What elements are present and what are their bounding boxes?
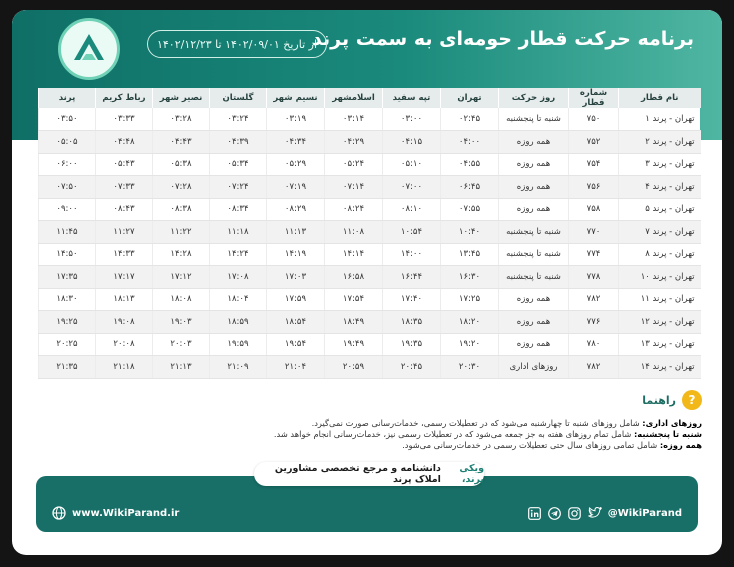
table-cell: همه روزه (499, 198, 569, 221)
column-header: شماره قطار (569, 88, 619, 108)
table-cell: ۱۶:۴۴ (383, 266, 441, 289)
table-cell: ۱۷:۱۲ (153, 266, 210, 289)
page-title: برنامه حرکت قطار حومه‌ای به سمت پرند (312, 28, 694, 50)
column-header: گلستان (210, 88, 267, 108)
footer-bar (36, 463, 698, 532)
table-cell: ۱۸:۰۸ (153, 288, 210, 311)
table-cell: تهران - پرند ۳ (619, 153, 701, 176)
table-cell: ۰۷:۰۰ (383, 176, 441, 199)
schedule-table-wrap (38, 88, 700, 378)
table-cell: ۰۴:۳۴ (267, 131, 325, 154)
table-cell: ۷۷۴ (569, 243, 619, 266)
table-row (39, 176, 701, 199)
guide-text (42, 418, 702, 451)
table-cell: ۱۴:۲۴ (210, 243, 267, 266)
table-cell: ۱۷:۰۳ (267, 266, 325, 289)
question-icon: ? (682, 390, 702, 410)
table-cell: تهران - پرند ۱۰ (619, 266, 701, 289)
guide-term: روزهای اداری: (642, 418, 702, 428)
date-range: از تاریخ ۱۴۰۲/۰۹/۰۱ تا ۱۴۰۲/۱۲/۲۳ (147, 30, 327, 58)
table-cell: همه روزه (499, 153, 569, 176)
table-cell: ۲۱:۰۹ (210, 356, 267, 379)
table-cell: ۲۱:۰۴ (267, 356, 325, 379)
table-cell: ۱۴:۵۰ (39, 243, 96, 266)
table-cell: همه روزه (499, 288, 569, 311)
table-cell: شنبه تا پنجشنبه (499, 221, 569, 244)
table-cell: ۰۷:۲۸ (153, 176, 210, 199)
guide-desc: شامل روزهای شنبه تا چهارشنبه می‌شود که در تعطیلات رسمی، خدمات‌رسانی صورت نمی‌گیرد. (311, 418, 643, 428)
table-row (39, 221, 701, 244)
tagline-accent: ویکی پرند، (459, 463, 484, 485)
column-header: نام قطار (619, 88, 701, 108)
table-cell: ۷۵۲ (569, 131, 619, 154)
table-row (39, 333, 701, 356)
column-header: روز حرکت (499, 88, 569, 108)
table-cell: ۱۸:۳۰ (39, 288, 96, 311)
table-row (39, 266, 701, 289)
social-links (528, 506, 682, 520)
schedule-table (38, 88, 701, 379)
table-cell: ۱۷:۱۷ (96, 266, 153, 289)
table-cell: تهران - پرند ۸ (619, 243, 701, 266)
guide-title: راهنما (642, 393, 676, 407)
table-cell: ۷۵۸ (569, 198, 619, 221)
table-cell: ۱۷:۲۵ (441, 288, 499, 311)
table-row (39, 108, 701, 131)
table-cell: ۱۹:۳۵ (383, 333, 441, 356)
table-row (39, 288, 701, 311)
guide-header (42, 390, 702, 410)
logo-mark-icon (70, 30, 108, 68)
social-handle: @WikiParand (607, 507, 682, 519)
table-cell: ۱۳:۴۵ (441, 243, 499, 266)
table-cell: ۱۹:۵۹ (210, 333, 267, 356)
column-header: رباط کریم (96, 88, 153, 108)
table-cell: ۱۸:۵۹ (210, 311, 267, 334)
table-cell: تهران - پرند ۲ (619, 131, 701, 154)
table-cell: ۲۰:۵۹ (325, 356, 383, 379)
table-cell: ۱۷:۰۸ (210, 266, 267, 289)
table-cell: ۱۷:۳۵ (39, 266, 96, 289)
globe-icon (52, 506, 66, 520)
table-cell: ۰۷:۱۴ (325, 176, 383, 199)
table-cell: شنبه تا پنجشنبه (499, 266, 569, 289)
table-cell: ۰۵:۳۸ (153, 153, 210, 176)
tagline (254, 462, 484, 486)
table-cell: ۱۹:۵۴ (267, 333, 325, 356)
table-cell: ۱۱:۰۸ (325, 221, 383, 244)
table-cell: ۷۸۲ (569, 356, 619, 379)
guide-item (42, 429, 702, 440)
table-cell: ۰۴:۱۵ (383, 131, 441, 154)
table-cell: ۱۹:۰۸ (96, 311, 153, 334)
table-cell: ۷۷۸ (569, 266, 619, 289)
table-cell: ۰۵:۰۵ (39, 131, 96, 154)
twitter-icon[interactable] (588, 506, 602, 520)
table-cell: تهران - پرند ۵ (619, 198, 701, 221)
table-cell: همه روزه (499, 311, 569, 334)
table-cell: ۱۴:۱۴ (325, 243, 383, 266)
table-cell: تهران - پرند ۱۴ (619, 356, 701, 379)
guide-item (42, 440, 702, 451)
table-cell: ۱۴:۳۳ (96, 243, 153, 266)
table-cell: ۰۴:۴۳ (153, 131, 210, 154)
table-cell: ۱۰:۵۴ (383, 221, 441, 244)
guide-desc: شامل تمام روزهای هفته به جز جمعه می‌شود که در تعطیلات رسمی نیز، خدمات‌رسانی انجام خواهد شد. (273, 429, 634, 439)
table-cell: شنبه تا پنجشنبه (499, 243, 569, 266)
table-row (39, 153, 701, 176)
table-cell: ۱۸:۵۴ (267, 311, 325, 334)
table-cell: ۰۳:۱۴ (325, 108, 383, 131)
table-row (39, 356, 701, 379)
table-cell: ۱۹:۲۵ (39, 311, 96, 334)
table-cell: ۰۵:۲۴ (325, 153, 383, 176)
table-cell: ۰۷:۵۰ (39, 176, 96, 199)
table-cell: ۰۳:۲۴ (210, 108, 267, 131)
column-header: نسیم شهر (267, 88, 325, 108)
table-cell: تهران - پرند ۷ (619, 221, 701, 244)
table-cell: ۱۶:۵۸ (325, 266, 383, 289)
table-cell: ۰۴:۳۹ (210, 131, 267, 154)
table-cell: ۱۸:۰۴ (210, 288, 267, 311)
table-cell: ۱۷:۴۰ (383, 288, 441, 311)
tagline-text: دانشنامه و مرجع تخصصی مشاورین املاک پرند (274, 463, 441, 485)
table-cell: ۷۷۰ (569, 221, 619, 244)
column-header: تپه سفید (383, 88, 441, 108)
table-cell: ۱۱:۲۷ (96, 221, 153, 244)
table-cell: ۰۴:۰۰ (441, 131, 499, 154)
table-cell: ۷۷۶ (569, 311, 619, 334)
table-cell: ۰۸:۳۸ (153, 198, 210, 221)
table-cell: ۱۸:۴۹ (325, 311, 383, 334)
table-cell: ۰۷:۱۹ (267, 176, 325, 199)
table-cell: ۰۸:۱۰ (383, 198, 441, 221)
table-cell: ۰۳:۵۰ (39, 108, 96, 131)
table-cell: ۱۱:۴۵ (39, 221, 96, 244)
table-cell: ۰۵:۲۹ (267, 153, 325, 176)
table-cell: ۱۴:۱۹ (267, 243, 325, 266)
wikiparand-logo (58, 18, 120, 80)
guide-desc: شامل تمامی روزهای سال حتی تعطیلات رسمی در خدمات‌رسانی می‌شود. (402, 440, 660, 450)
table-cell: همه روزه (499, 131, 569, 154)
table-cell: ۱۷:۵۴ (325, 288, 383, 311)
table-cell: همه روزه (499, 176, 569, 199)
table-cell: ۰۵:۳۴ (210, 153, 267, 176)
table-cell: ۰۹:۰۰ (39, 198, 96, 221)
table-row (39, 131, 701, 154)
table-cell: ۰۶:۴۵ (441, 176, 499, 199)
table-row (39, 198, 701, 221)
table-cell: ۱۸:۳۵ (383, 311, 441, 334)
table-cell: ۰۴:۴۸ (96, 131, 153, 154)
guide-section (42, 390, 702, 460)
website-text: www.WikiParand.ir (72, 507, 180, 519)
table-cell: ۱۴:۲۸ (153, 243, 210, 266)
table-cell: ۰۳:۰۰ (383, 108, 441, 131)
table-cell: ۰۲:۴۵ (441, 108, 499, 131)
table-cell: ۱۶:۳۰ (441, 266, 499, 289)
table-cell: ۱۹:۰۳ (153, 311, 210, 334)
table-cell: ۷۸۲ (569, 288, 619, 311)
column-header: نصیر شهر (153, 88, 210, 108)
column-header: اسلامشهر (325, 88, 383, 108)
table-cell: ۰۳:۲۸ (153, 108, 210, 131)
table-cell: ۰۴:۵۵ (441, 153, 499, 176)
table-body (39, 108, 701, 378)
table-cell: ۱۰:۴۰ (441, 221, 499, 244)
table-cell: تهران - پرند ۱۱ (619, 288, 701, 311)
table-cell: ۰۳:۱۹ (267, 108, 325, 131)
table-row (39, 311, 701, 334)
table-cell: ۰۷:۵۵ (441, 198, 499, 221)
table-cell: ۰۷:۳۳ (96, 176, 153, 199)
table-header-row (39, 88, 701, 108)
table-cell: ۲۰:۰۳ (153, 333, 210, 356)
table-cell: ۰۷:۲۴ (210, 176, 267, 199)
table-cell: ۷۸۰ (569, 333, 619, 356)
linkedin-icon[interactable] (528, 506, 542, 520)
telegram-icon[interactable] (548, 506, 562, 520)
table-cell: ۷۵۰ (569, 108, 619, 131)
table-cell: تهران - پرند ۱۲ (619, 311, 701, 334)
schedule-card (12, 10, 722, 555)
table-cell: ۰۸:۴۳ (96, 198, 153, 221)
table-cell: تهران - پرند ۱۳ (619, 333, 701, 356)
table-cell: ۱۱:۱۳ (267, 221, 325, 244)
table-cell: ۰۴:۲۹ (325, 131, 383, 154)
table-cell: ۱۱:۲۲ (153, 221, 210, 244)
table-cell: ۱۸:۲۰ (441, 311, 499, 334)
table-cell: ۱۹:۲۰ (441, 333, 499, 356)
table-cell: تهران - پرند ۴ (619, 176, 701, 199)
table-cell: ۰۵:۴۳ (96, 153, 153, 176)
website-link[interactable] (52, 506, 179, 520)
guide-item (42, 418, 702, 429)
table-cell: ۲۱:۱۳ (153, 356, 210, 379)
column-header: پرند (39, 88, 96, 108)
instagram-icon[interactable] (568, 506, 582, 520)
table-cell: ۱۴:۰۰ (383, 243, 441, 266)
table-cell: ۱۸:۱۳ (96, 288, 153, 311)
table-cell: شنبه تا پنجشنبه (499, 108, 569, 131)
table-cell: ۲۰:۲۵ (39, 333, 96, 356)
guide-term: همه روزه: (659, 440, 702, 450)
table-cell: ۰۸:۳۴ (210, 198, 267, 221)
table-cell: ۰۵:۱۰ (383, 153, 441, 176)
table-cell: همه روزه (499, 333, 569, 356)
table-cell: ۰۳:۳۳ (96, 108, 153, 131)
table-cell: ۷۵۶ (569, 176, 619, 199)
table-row (39, 243, 701, 266)
table-cell: ۲۰:۳۰ (441, 356, 499, 379)
table-cell: ۰۸:۲۴ (325, 198, 383, 221)
table-cell: روزهای اداری (499, 356, 569, 379)
table-cell: ۱۹:۴۹ (325, 333, 383, 356)
guide-term: شنبه تا پنجشنبه: (633, 429, 702, 439)
table-cell: ۲۰:۰۸ (96, 333, 153, 356)
table-cell: ۲۱:۳۵ (39, 356, 96, 379)
table-cell: ۲۱:۱۸ (96, 356, 153, 379)
table-cell: ۷۵۴ (569, 153, 619, 176)
table-cell: ۱۷:۵۹ (267, 288, 325, 311)
table-cell: ۰۶:۰۰ (39, 153, 96, 176)
table-cell: ۰۸:۲۹ (267, 198, 325, 221)
table-cell: ۱۱:۱۸ (210, 221, 267, 244)
table-cell: ۲۰:۴۵ (383, 356, 441, 379)
column-header: تهران (441, 88, 499, 108)
table-cell: تهران - پرند ۱ (619, 108, 701, 131)
